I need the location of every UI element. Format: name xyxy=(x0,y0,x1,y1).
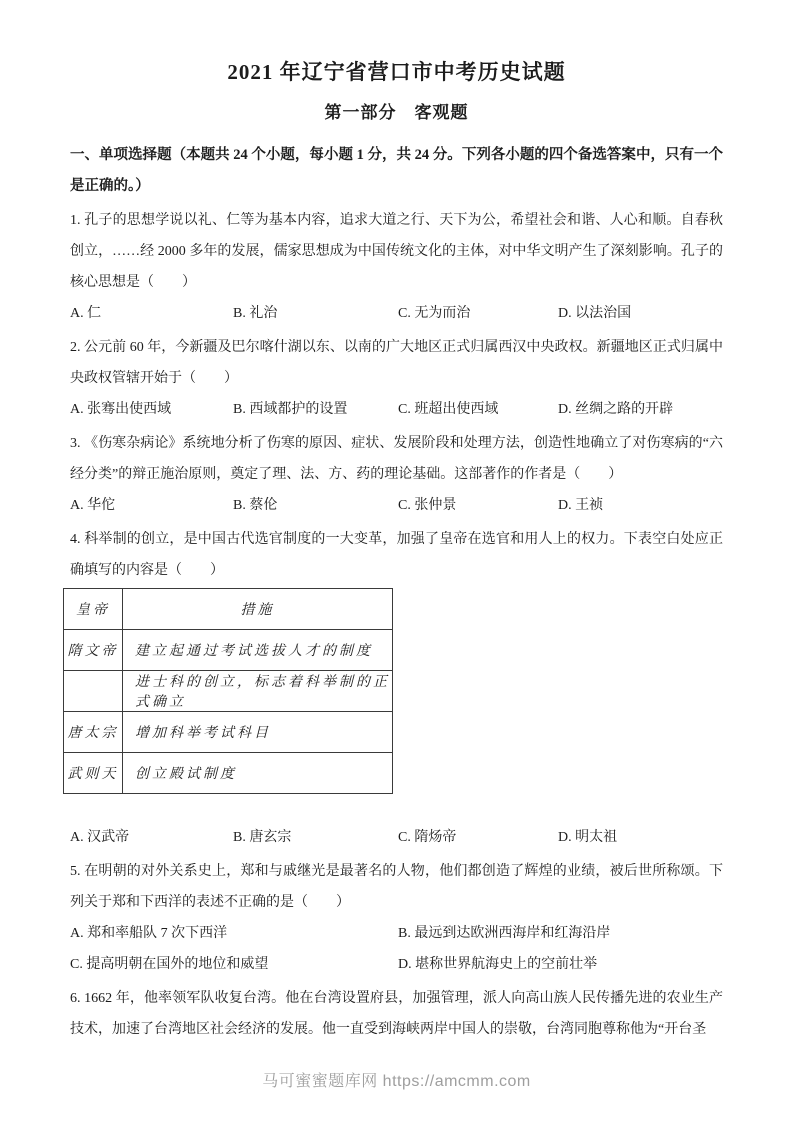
question-1 xyxy=(70,205,723,329)
table-header-emperor: 皇帝 xyxy=(64,589,123,630)
question-2-option-a: A. 张骞出使西域 xyxy=(70,402,172,417)
question-1-option-c: C. 无为而治 xyxy=(398,306,471,321)
question-4-option-a: A. 汉武帝 xyxy=(70,830,130,845)
table-header-measure: 措施 xyxy=(123,589,393,630)
question-1-option-a: A. 仁 xyxy=(70,306,102,321)
table-cell-emperor: 唐太宗 xyxy=(64,712,123,753)
question-5-stem: 5. 在明朝的对外关系史上，郑和与戚继光是最著名的人物，他们都创造了辉煌的业绩，被后世所称颂。下列关于郑和下西洋的表述不正确的是（ ） xyxy=(70,864,723,910)
table-row xyxy=(64,753,393,794)
question-1-option-b: B. 礼治 xyxy=(233,306,278,321)
question-4-option-b: B. 唐玄宗 xyxy=(233,830,292,845)
question-3 xyxy=(70,428,723,521)
question-6-stem: 6. 1662 年，他率领军队收复台湾。他在台湾设置府县，加强管理，派人向高山族人民传播先进的农业生产技术，加速了台湾地区社会经济的发展。他一直受到海峡两岸中国人的崇敬，台湾同胞尊称他为“开台圣 xyxy=(70,991,723,1037)
table-cell-measure: 建立起通过考试选拔人才的制度 xyxy=(123,630,393,671)
question-3-option-d: D. 王祯 xyxy=(558,498,604,513)
question-3-option-a: A. 华佗 xyxy=(70,498,116,513)
question-4-option-d: D. 明太祖 xyxy=(558,830,618,845)
table-row xyxy=(64,712,393,753)
question-5-option-a: A. 郑和率船队 7 次下西洋 xyxy=(70,926,228,941)
question-1-stem: 1. 孔子的思想学说以礼、仁等为基本内容，追求大道之行、天下为公，希望社会和谐、人心和顺。自春秋创立，……经 2000 多年的发展，儒家思想成为中国传统文化的主体，对中华文明产生了深刻影响。孔子的核心思想是（ ） xyxy=(70,213,723,290)
question-2-option-b: B. 西域都护的设置 xyxy=(233,402,348,417)
question-3-stem: 3. 《伤寒杂病论》系统地分析了伤寒的原因、症状、发展阶段和处理方法，创造性地确立了对伤寒病的“六经分类”的辩正施治原则，奠定了理、法、方、药的理论基础。这部著作的作者是（ ） xyxy=(70,436,723,482)
table-cell-measure: 进士科的创立，标志着科举制的正式确立 xyxy=(123,671,393,712)
question-3-option-b: B. 蔡伦 xyxy=(233,498,278,513)
table-row xyxy=(64,671,393,712)
question-5-option-d: D. 堪称世界航海史上的空前壮举 xyxy=(398,957,598,972)
table-cell-emperor-blank xyxy=(64,671,123,712)
page-title: 2021 年辽宁省营口市中考历史试题 xyxy=(227,60,566,84)
table-row xyxy=(64,630,393,671)
question-5-option-b: B. 最远到达欧洲西海岸和红海沿岸 xyxy=(398,926,611,941)
table-header-row xyxy=(64,589,393,630)
question-5-option-c: C. 提高明朝在国外的地位和威望 xyxy=(70,957,269,972)
table-cell-measure: 增加科举考试科目 xyxy=(123,712,393,753)
section-heading: 一、单项选择题（本题共 24 个小题，每小题 1 分，共 24 分。下列各小题的四个备选答案中，只有一个是正确的。） xyxy=(70,147,723,194)
table-cell-emperor: 隋文帝 xyxy=(64,630,123,671)
question-4-options xyxy=(70,822,723,853)
question-2-option-d: D. 丝绸之路的开辟 xyxy=(558,402,674,417)
question-5-options xyxy=(70,918,723,980)
table-cell-emperor: 武则天 xyxy=(64,753,123,794)
question-2-stem: 2. 公元前 60 年，今新疆及巴尔喀什湖以东、以南的广大地区正式归属西汉中央政权。新疆地区正式归属中央政权管辖开始于（ ） xyxy=(70,340,723,386)
question-2-option-c: C. 班超出使西域 xyxy=(398,402,499,417)
question-2-options xyxy=(70,394,723,425)
question-4-option-c: C. 隋炀帝 xyxy=(398,830,457,845)
question-5 xyxy=(70,856,723,980)
question-4 xyxy=(67,524,723,853)
question-4-stem: 4. 科举制的创立，是中国古代选官制度的一大变革，加强了皇帝在选官和用人上的权力。下表空白处应正确填写的内容是（ ） xyxy=(70,532,723,578)
table-cell-measure: 创立殿试制度 xyxy=(123,753,393,794)
site-watermark: 马可蜜蜜题库网 https://amcmm.com xyxy=(262,1073,531,1090)
question-1-options xyxy=(70,298,723,329)
question-1-option-d: D. 以法治国 xyxy=(558,306,632,321)
question-2 xyxy=(70,332,723,425)
question-3-option-c: C. 张仲景 xyxy=(398,498,457,513)
question-3-options xyxy=(70,490,723,521)
question-4-table xyxy=(63,588,393,794)
question-6 xyxy=(70,983,723,1045)
part-heading: 第一部分 客观题 xyxy=(324,103,469,122)
